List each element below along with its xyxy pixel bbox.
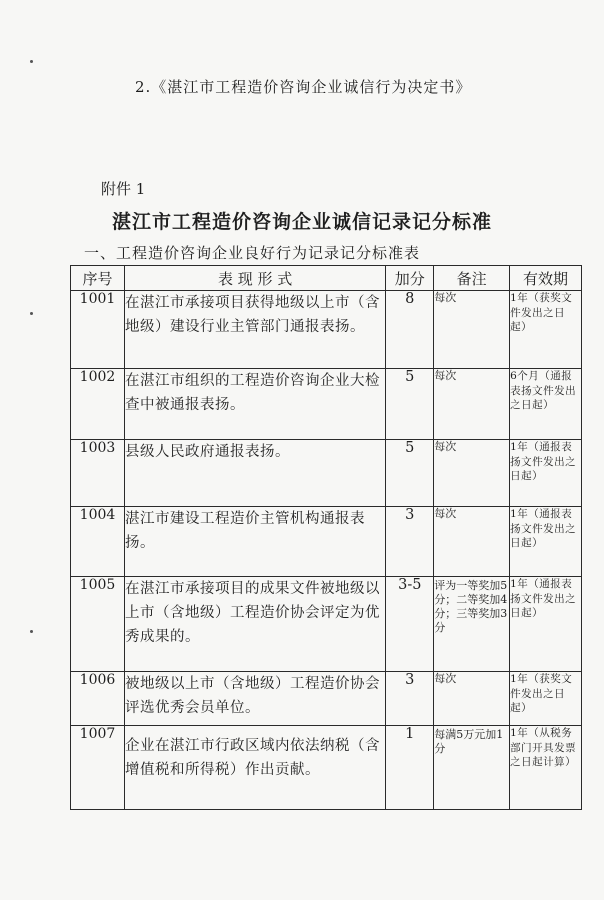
row-note: 每满5万元加1分 xyxy=(434,726,510,810)
row-no: 1007 xyxy=(71,726,125,810)
row-note: 每次 xyxy=(434,672,510,726)
table-row xyxy=(71,369,582,440)
row-form: 企业在湛江市行政区域内依法纳税（含增值税和所得税）作出贡献。 xyxy=(124,726,385,810)
document-title: 湛江市工程造价咨询企业诚信记录记分标准 xyxy=(111,211,492,233)
row-add: 3 xyxy=(386,507,434,577)
row-add: 5 xyxy=(386,440,434,507)
row-valid: 1年（从税务部门开具发票之日起计算） xyxy=(510,726,582,810)
row-form: 被地级以上市（含地级）工程造价协会评选优秀会员单位。 xyxy=(124,672,385,726)
table-header-row xyxy=(71,266,582,291)
header-note: 备注 xyxy=(434,266,510,291)
row-no: 1005 xyxy=(71,577,125,672)
row-add: 5 xyxy=(386,369,434,440)
row-note: 每次 xyxy=(434,507,510,577)
table-row xyxy=(71,577,582,672)
binding-hole-mark xyxy=(30,630,33,633)
header-add: 加分 xyxy=(386,266,434,291)
row-note: 每次 xyxy=(434,369,510,440)
header-no: 序号 xyxy=(71,266,125,291)
row-add: 8 xyxy=(386,291,434,369)
row-valid: 1年（获奖文件发出之日起） xyxy=(510,672,582,726)
row-no: 1006 xyxy=(71,672,125,726)
row-valid: 1年（获奖文件发出之日起） xyxy=(510,291,582,369)
row-add: 3-5 xyxy=(386,577,434,672)
row-no: 1004 xyxy=(71,507,125,577)
table-row xyxy=(71,291,582,369)
table-row xyxy=(71,726,582,810)
row-valid: 1年（通报表扬文件发出之日起） xyxy=(510,440,582,507)
row-no: 1002 xyxy=(71,369,125,440)
binding-hole-mark xyxy=(30,60,33,63)
section-title: 一、工程造价咨询企业良好行为记录记分标准表 xyxy=(84,244,421,262)
header-form: 表 现 形 式 xyxy=(124,266,385,291)
reference-line: 2.《湛江市工程造价咨询企业诚信行为决定书》 xyxy=(135,78,472,96)
row-valid: 1年（通报表扬文件发出之日起） xyxy=(510,577,582,672)
table-row xyxy=(71,507,582,577)
row-form: 湛江市建设工程造价主管机构通报表扬。 xyxy=(124,507,385,577)
row-form: 县级人民政府通报表扬。 xyxy=(124,440,385,507)
row-note: 每次 xyxy=(434,291,510,369)
table-row xyxy=(71,672,582,726)
row-add: 3 xyxy=(386,672,434,726)
binding-hole-mark xyxy=(30,312,33,315)
row-no: 1001 xyxy=(71,291,125,369)
row-note: 每次 xyxy=(434,440,510,507)
table-row xyxy=(71,440,582,507)
row-add: 1 xyxy=(386,726,434,810)
row-form: 在湛江市承接项目的成果文件被地级以上市（含地级）工程造价协会评定为优秀成果的。 xyxy=(124,577,385,672)
row-no: 1003 xyxy=(71,440,125,507)
row-form: 在湛江市组织的工程造价咨询企业大检查中被通报表扬。 xyxy=(124,369,385,440)
row-form: 在湛江市承接项目获得地级以上市（含地级）建设行业主管部门通报表扬。 xyxy=(124,291,385,369)
attachment-label: 附件 1 xyxy=(101,180,146,198)
header-valid: 有效期 xyxy=(510,266,582,291)
scoring-standard-table xyxy=(70,265,582,810)
row-note: 评为一等奖加5分；二等奖加4分；三等奖加3分 xyxy=(434,577,510,672)
row-valid: 6个月（通报表扬文件发出之日起） xyxy=(510,369,582,440)
row-valid: 1年（通报表扬文件发出之日起） xyxy=(510,507,582,577)
